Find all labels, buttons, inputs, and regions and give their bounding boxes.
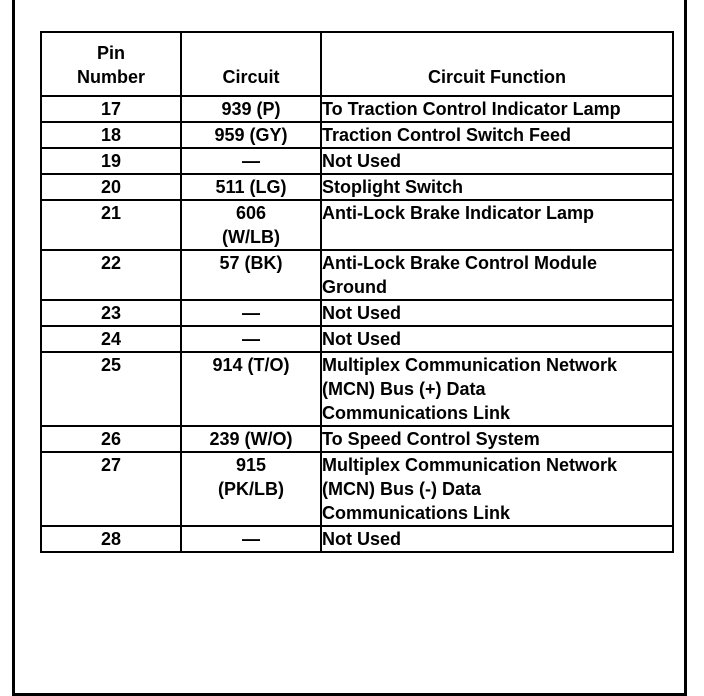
circuit-cell: [181, 148, 321, 174]
pin-number-cell: 26: [41, 426, 181, 452]
header-circuit: Circuit: [181, 32, 321, 96]
circuit-text: 959 (GY): [214, 125, 288, 145]
circuit-text: —: [242, 329, 260, 349]
circuit-text: 511 (LG): [215, 177, 287, 197]
circuit-function-text: (MCN) Bus (-) Data: [322, 479, 481, 499]
circuit-function-text: Multiplex Communication Network: [322, 455, 618, 475]
circuit-text: (PK/LB): [218, 479, 284, 499]
circuit-function-cell: [321, 452, 673, 526]
pin-number-cell: 23: [41, 300, 181, 326]
circuit-function-cell: [321, 326, 673, 352]
table-header-row: [41, 32, 673, 96]
circuit-function-cell: [321, 200, 673, 250]
table-row: [41, 250, 673, 300]
pin-number-cell: 20: [41, 174, 181, 200]
circuit-cell: [181, 174, 321, 200]
circuit-cell: [181, 352, 321, 426]
circuit-function-text: Not Used: [322, 303, 402, 323]
circuit-text: 57 (BK): [219, 253, 283, 273]
circuit-cell: [181, 96, 321, 122]
pin-number-cell: 28: [41, 526, 181, 552]
circuit-function-cell: [321, 352, 673, 426]
table-row: [41, 96, 673, 122]
circuit-function-cell: [321, 122, 673, 148]
pin-number-cell: 19: [41, 148, 181, 174]
table-body: [41, 96, 673, 552]
table-row: [41, 300, 673, 326]
circuit-function-text: Multiplex Communication Network: [322, 355, 618, 375]
circuit-cell: [181, 250, 321, 300]
circuit-cell: [181, 122, 321, 148]
circuit-text: 915: [235, 455, 267, 475]
pin-number-cell: 24: [41, 326, 181, 352]
header-circuit-function: Circuit Function: [321, 32, 673, 96]
pin-number-cell: 25: [41, 352, 181, 426]
circuit-function-text: Not Used: [322, 151, 402, 171]
circuit-text: —: [242, 529, 260, 549]
circuit-text: 606: [235, 203, 267, 223]
circuit-cell: [181, 326, 321, 352]
circuit-function-cell: [321, 148, 673, 174]
circuit-cell: [181, 452, 321, 526]
circuit-cell: [181, 426, 321, 452]
circuit-function-text: Communications Link: [322, 403, 511, 423]
circuit-cell: [181, 526, 321, 552]
circuit-text: 914 (T/O): [212, 355, 290, 375]
table-row: [41, 352, 673, 426]
circuit-function-text: Anti-Lock Brake Control Module: [322, 253, 598, 273]
circuit-function-text: Ground: [322, 277, 387, 297]
circuit-function-text: To Traction Control Indicator Lamp: [322, 99, 621, 119]
circuit-function-cell: [321, 174, 673, 200]
circuit-function-text: To Speed Control System: [322, 429, 540, 449]
header-pin-line1: Pin: [96, 43, 125, 63]
circuit-function-cell: [321, 426, 673, 452]
pin-number-cell: 22: [41, 250, 181, 300]
circuit-function-text: Not Used: [322, 329, 402, 349]
circuit-text: 239 (W/O): [209, 429, 293, 449]
table-row: [41, 200, 673, 250]
circuit-text: —: [242, 151, 260, 171]
table-row: [41, 122, 673, 148]
table-row: [41, 148, 673, 174]
circuit-function-text: Communications Link: [322, 503, 511, 523]
circuit-text: —: [242, 303, 260, 323]
circuit-cell: [181, 200, 321, 250]
table-row: [41, 452, 673, 526]
circuit-function-cell: [321, 300, 673, 326]
circuit-function-text: Not Used: [322, 529, 402, 549]
circuit-function-text: (MCN) Bus (+) Data: [322, 379, 486, 399]
circuit-text: 939 (P): [221, 99, 281, 119]
circuit-function-cell: [321, 526, 673, 552]
table-row: [41, 526, 673, 552]
pin-number-cell: 18: [41, 122, 181, 148]
circuit-function-text: Traction Control Switch Feed: [322, 125, 572, 145]
circuit-function-text: Anti-Lock Brake Indicator Lamp: [322, 203, 595, 223]
circuit-text: (W/LB): [222, 227, 280, 247]
circuit-function-text: Stoplight Switch: [322, 177, 463, 197]
table-row: [41, 426, 673, 452]
pin-number-cell: 17: [41, 96, 181, 122]
header-pin-line2: Number: [76, 67, 145, 87]
pin-number-cell: 21: [41, 200, 181, 250]
table-row: [41, 326, 673, 352]
pin-circuit-table: [40, 31, 674, 553]
circuit-cell: [181, 300, 321, 326]
circuit-function-cell: [321, 250, 673, 300]
pin-number-cell: 27: [41, 452, 181, 526]
header-pin-number: [41, 32, 181, 96]
table-row: [41, 174, 673, 200]
circuit-function-cell: [321, 96, 673, 122]
